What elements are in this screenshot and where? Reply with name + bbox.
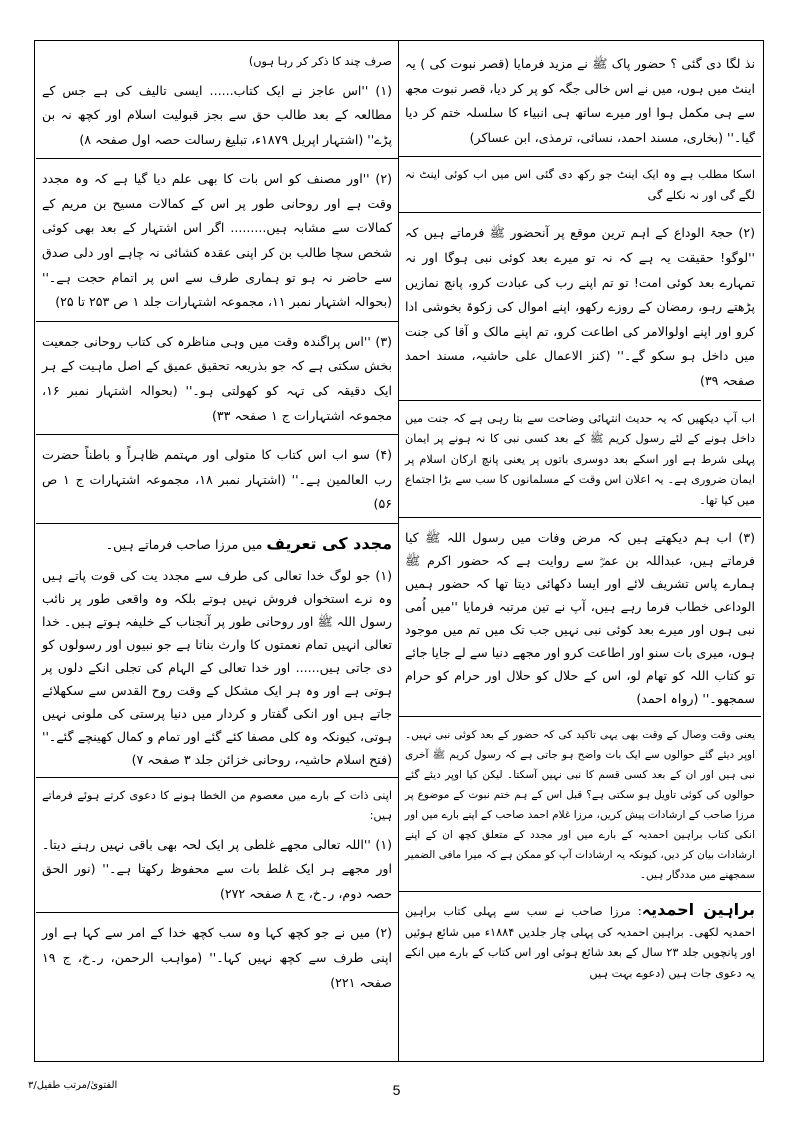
right-para-7 <box>405 900 755 984</box>
separator <box>36 912 398 913</box>
left-para-1: صرف چند کا ذکر کر رہا ہوں) <box>248 55 392 68</box>
barahin-heading: براہین احمدیہ <box>641 900 756 920</box>
left-para-5: (۴) سو اب اس کتاب کا متولی اور مہتمم ظاہراً و باطناً حضرت رب العالمین ہے۔'' (اشتہار نمبر ۱۸، مجموعہ اشتہارات ج ۱ ص ۵۶) <box>42 447 392 512</box>
left-para-9: (۲) میں نے جو کچھ کہا وہ سب کچھ خدا کے امر سے کہا ہے اور اپنی طرف سے کچھ نہیں کہا۔'' (مواہب الرحمن، ر۔خ، ج ۱۹ صفحہ ۲۲۱) <box>42 925 392 990</box>
right-para-3: (۲) حجۃ الوداع کے اہم ترین موقع پر آنحضور ﷺ فرماتے ہیں کہ ''لوگو! حقیقت یہ ہے کہ نہ تو میرے بعد کوئی نبی ہوگا اور نہ تمہارے بعد کوئی امت! تو تم اپنے رب کی عبادت کرو، پانچ نمازیں پڑھتے رہو، رمضان کے روزے رکھو، اپنے اموال کی زکوۃ بخوشی ادا کرو اور اپنے اولوالامر کی اطاعت کرو، تم اپنے مالک و آقا کی جنت میں داخل ہو سکو گے۔'' (کنز الاعمال علی حاشیہ، مسند احمد صفحہ ۳۹) <box>405 225 755 388</box>
left-para-2: (۱) ''اس عاجز نے ایک کتاب...... ایسی تالیف کی ہے جس کے مطالعہ کے بعد طالب حق سے بجز قبولیت اسلام اور کچھ نہ بن پڑے'' (اشتہار اپریل ۱۸۷۹ء، تبلیغ رسالت حصہ اول صفحہ ۸) <box>42 82 392 147</box>
separator <box>399 212 761 213</box>
left-para-8: (۱) ''اللہ تعالی مجھے غلطی پر ایک لحہ بھی باقی نہیں رہنے دیتا۔ اور مجھے ہر ایک غلط بات سے محفوظ رکھتا ہے۔'' (نور الحق حصہ دوم، ر۔خ، ج ۸ صفحہ ۲۷۲) <box>42 836 392 901</box>
right-para-2: اسکا مطلب ہے وہ ایک اینٹ جو رکھ دی گئی اس میں اب کوئی اینٹ نہ لگے گی اور نہ نکلے گی <box>405 168 755 202</box>
separator <box>36 777 398 778</box>
left-para-3: (۲) ''اور مصنف کو اس بات کا بھی علم دیا گیا ہے کہ وہ مجدد وقت ہے اور روحانی طور پر اس کے کمالات مسیح بن مریم کے کمالات سے مشابہ ہیں......... اگر اس اشتہار کے بعد بھی کوئی شخص سچا طالب بن کر اپنی عقدہ کشائی نہ چاہے اور دلی صدق سے حاضر نہ ہو تو ہماری طرف سے اس پر اتمام حجت ہے۔'' (بحوالہ اشتہار نمبر ۱۱، مجموعہ اشتہارات جلد ۱ ص ۲۵۳ تا ۲۵) <box>42 171 392 310</box>
separator <box>36 523 398 524</box>
right-column <box>405 52 755 990</box>
left-para-6: (۱) جو لوگ خدا تعالی کی طرف سے مجدد یت کی قوت پاتے ہیں وہ نرے استخواں فروش نہیں ہوتے بلکہ وہ واقعی طور پر نائب رسول اللہ ﷺ اور روحانی طور پر آنجناب کے خلیفہ ہوتے ہیں۔ خدا تعالی انہیں تمام نعمتوں کا وارث بناتا ہے جو نبیوں اور رسولوں کو دی جاتی ہیں...... اور خدا تعالی کے الہام کی تجلی انکے دلوں پر ہوتی ہے اور وہ ہر ایک مشکل کے وقت روح القدس سے سکھلائے جاتے ہیں اور انکی گفتار و کردار میں دنیا پرستی کی ملونی نہیں ہوتی، کیونکہ وہ کلی مصفا کئے گئے اور تمام و کمال کھینچے گئے۔'' (فتح اسلام حاشیہ، روحانی خزائن جلد ۳ صفحہ ۷) <box>42 567 392 767</box>
left-para-7: اپنی ذات کے بارے میں معصوم من الخطا ہونے کا دعوی کرتے ہوئے فرماتے ہیں: <box>42 788 392 823</box>
separator <box>399 517 761 518</box>
separator <box>399 891 761 892</box>
mujaddid-heading-rest: میں مرزا صاحب فرماتے ہیں۔ <box>105 537 263 552</box>
separator <box>399 156 761 157</box>
right-para-5: (۳) اب ہم دیکھتے ہیں کہ مرض وفات میں رسول اللہ ﷺ کیا فرماتے ہیں، عبداللہ بن عمرؓ سے روایت ہے کہ حضور اکرم ﷺ ہمارے پاس تشریف لائے اور ایسا دکھائی دیتا تھا کہ حضور ہمیں الوداعی خطاب فرما رہے ہیں، آپ نے تین مرتبہ فرمایا ''میں اُمی نبی ہوں اور میرے بعد کوئی نبی نہیں جب تک میں تم میں موجود ہوں، میری بات سنو اور اطاعت کرو اور مجھے دنیا سے لے جایا جائے تو کتاب اللہ کو تھام لو، اس کے حلال کو حلال اور حرام کو حرام سمجھو۔'' (رواہ احمد) <box>405 530 755 707</box>
separator <box>36 321 398 322</box>
right-para-4: اب آپ دیکھیں کہ یہ حدیث انتہائی وضاحت سے بتا رہی ہے کہ جنت میں داخل ہونے کے لئے رسول کریم ﷺ کے بعد کسی نبی کا نہ ہونے پر ایمان پہلی شرط ہے اور اسکے بعد دوسری باتوں پر یعنی پانچ ارکان اسلام پر ایمان ضروری ہے۔ یہ اعلان اس وقت کے مسلمانوں کا سب سے بڑا اجتماع میں کیا تھا۔ <box>405 411 755 507</box>
barahin-text: : مرزا صاحب نے سب سے پہلی کتاب براہین احمدیہ لکھی۔ براہین احمدیہ کی پہلی چار جلدیں ۱۸۸۴ء میں شائع ہوئیں اور پانچویں جلد ۲۳ سال کے بعد شائع ہوئی اور اس کتاب کے بارے میں انکے یہ دعوی جات ہیں (دعوے بہت ہیں <box>405 905 755 980</box>
column-divider <box>398 40 399 1062</box>
footer-note: الفتویٰ/مرتب طفیل/۳ <box>28 1080 118 1091</box>
separator <box>36 434 398 435</box>
separator <box>36 158 398 159</box>
separator <box>399 716 761 717</box>
left-column <box>42 52 392 1001</box>
right-para-1: نذ لگا دی گئی ؟ حضور پاک ﷺ نے مزید فرمایا (قصر نبوت کی ) یہ اینٹ میں ہوں، میں نے اس خالی جگہ کو پر کر دیا، قصر نبوت مجھ سے ہی مکمل ہوا اور میرے ساتھ ہی انبیاء کا سلسلہ ختم کر دیا گیا۔'' (بخاری، مسند احمد، نسائی، ترمذی، ابن عساکر) <box>405 56 755 145</box>
page-number: 5 <box>392 1082 401 1098</box>
separator <box>399 400 761 401</box>
left-para-4: (۳) ''اس پراگندہ وقت میں وہی مناظرہ کی کتاب روحانی جمعیت بخش سکتی ہے کہ جو بذریعہ تحقیق عمیق کے اصل ماہیت کے ہر ایک دقیقہ کی تہہ کو کھولتی ہو۔'' (بحوالہ اشتہار نمبر ۱۶، مجموعہ اشتہارات ج ۱ صفحہ ۳۳) <box>42 333 392 423</box>
mujaddid-heading-line <box>42 532 392 558</box>
mujaddid-heading: مجدد کی تعریف <box>266 534 392 553</box>
right-para-6: یعنی وقت وصال کے وقت بھی یہی تاکید کی کہ حضور کے بعد کوئی نبی نہیں۔ اوپر دیئے گئے حوالوں سے ایک بات واضح ہو جاتی ہے کہ رسول کریم ﷺ آخری نبی ہیں اور ان کے بعد کسی قسم کا نبی نہیں آسکتا۔ لیکن کیا اوپر دیئے گئے حوالوں کی کوئی تاویل ہو سکتی ہے؟ قبل اس کے ہم ختم نبوت کے موضوع پر مرزا صاحب کے ارشادات پیش کریں، مرزا غلام احمد صاحب کے اپنے بارے میں اور انکی کتاب براہین احمدیہ کے بارے میں اور مجدد کے متعلق کچھ ان کے اپنے ارشادات بیان کر دیں، کیونکہ یہ ارشادات آپ کو ممکن ہے کہ میرا مافی الضمیر سمجھنے میں مددگار ہیں۔ <box>405 729 755 882</box>
